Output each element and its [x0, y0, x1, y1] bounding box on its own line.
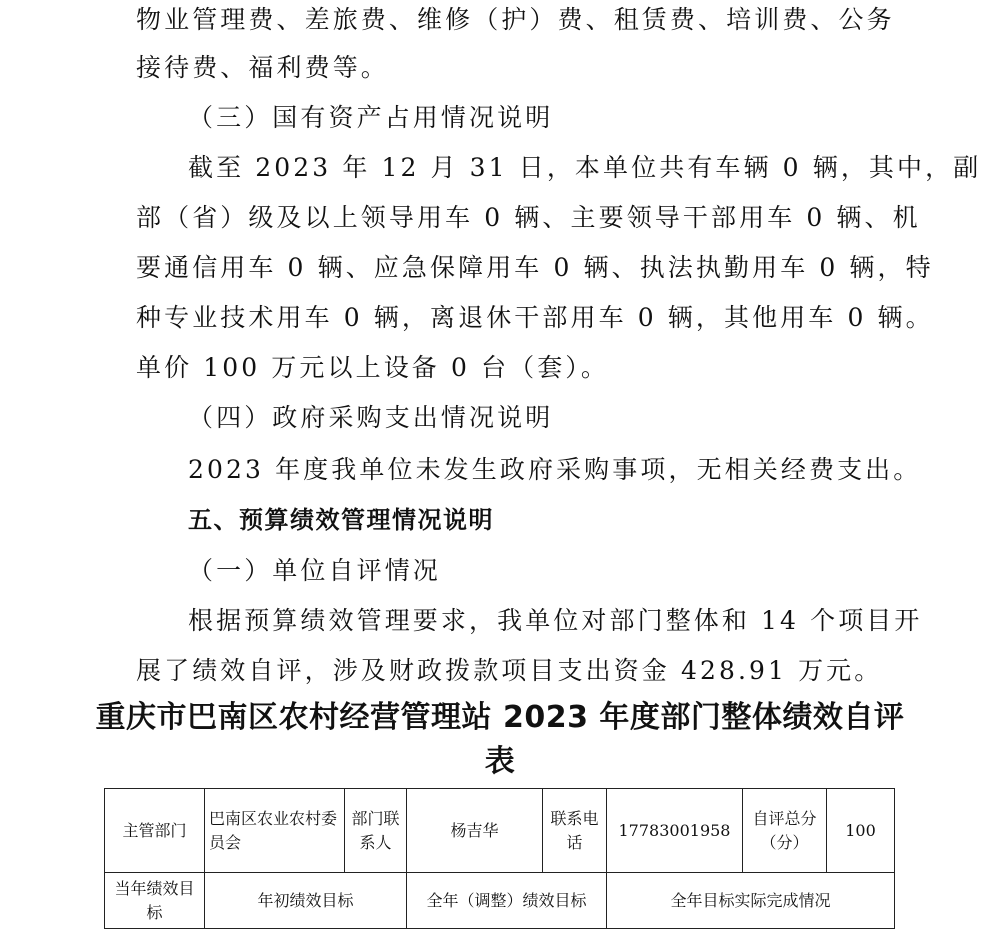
paragraph-line: 接待费、福利费等。 [136, 53, 389, 82]
paragraph-line: 展了绩效自评，涉及财政拨款项目支出资金 428.91 万元。 [136, 656, 883, 685]
paragraph-line: 要通信用车 0 辆、应急保障用车 0 辆、执法执勤用车 0 辆，特 [136, 253, 934, 282]
paragraph-line: 根据预算绩效管理要求，我单位对部门整体和 14 个项目开 [188, 606, 923, 635]
evaluation-table [104, 788, 895, 929]
section-heading: 五、预算绩效管理情况说明 [188, 506, 494, 534]
subsection-heading: （三）国有资产占用情况说明 [188, 103, 554, 132]
score-value-cell: 100 [827, 789, 895, 873]
goal-label-cell: 当年绩效目标 [105, 873, 205, 929]
table-row [105, 789, 895, 873]
score-label-cell: 自评总分（分） [743, 789, 827, 873]
paragraph-line: 截至 2023 年 12 月 31 日，本单位共有车辆 0 辆，其中，副 [188, 153, 982, 182]
subsection-heading: （一）单位自评情况 [188, 556, 441, 585]
table-title-line-2: 表 [484, 744, 516, 779]
contact-label-cell: 部门联系人 [345, 789, 407, 873]
table-row [105, 873, 895, 929]
initial-goal-cell: 年初绩效目标 [205, 873, 407, 929]
dept-value-cell: 巴南区农业农村委员会 [205, 789, 345, 873]
adjusted-goal-cell: 全年（调整）绩效目标 [407, 873, 607, 929]
completion-cell: 全年目标实际完成情况 [607, 873, 895, 929]
paragraph-line: 种专业技术用车 0 辆，离退休干部用车 0 辆，其他用车 0 辆。 [136, 303, 934, 332]
table-title-line-1: 重庆市巴南区农村经营管理站 2023 年度部门整体绩效自评 [95, 700, 905, 735]
subsection-heading: （四）政府采购支出情况说明 [188, 403, 554, 432]
paragraph-line: 单价 100 万元以上设备 0 台（套）。 [136, 353, 610, 382]
phone-value-cell: 17783001958 [607, 789, 743, 873]
dept-label-cell: 主管部门 [105, 789, 205, 873]
paragraph-line: 物业管理费、差旅费、维修（护）费、租赁费、培训费、公务 [136, 5, 895, 34]
paragraph-line: 2023 年度我单位未发生政府采购事项，无相关经费支出。 [188, 455, 922, 484]
phone-label-cell: 联系电话 [543, 789, 607, 873]
contact-value-cell: 杨吉华 [407, 789, 543, 873]
paragraph-line: 部（省）级及以上领导用车 0 辆、主要领导干部用车 0 辆、机 [136, 203, 921, 232]
